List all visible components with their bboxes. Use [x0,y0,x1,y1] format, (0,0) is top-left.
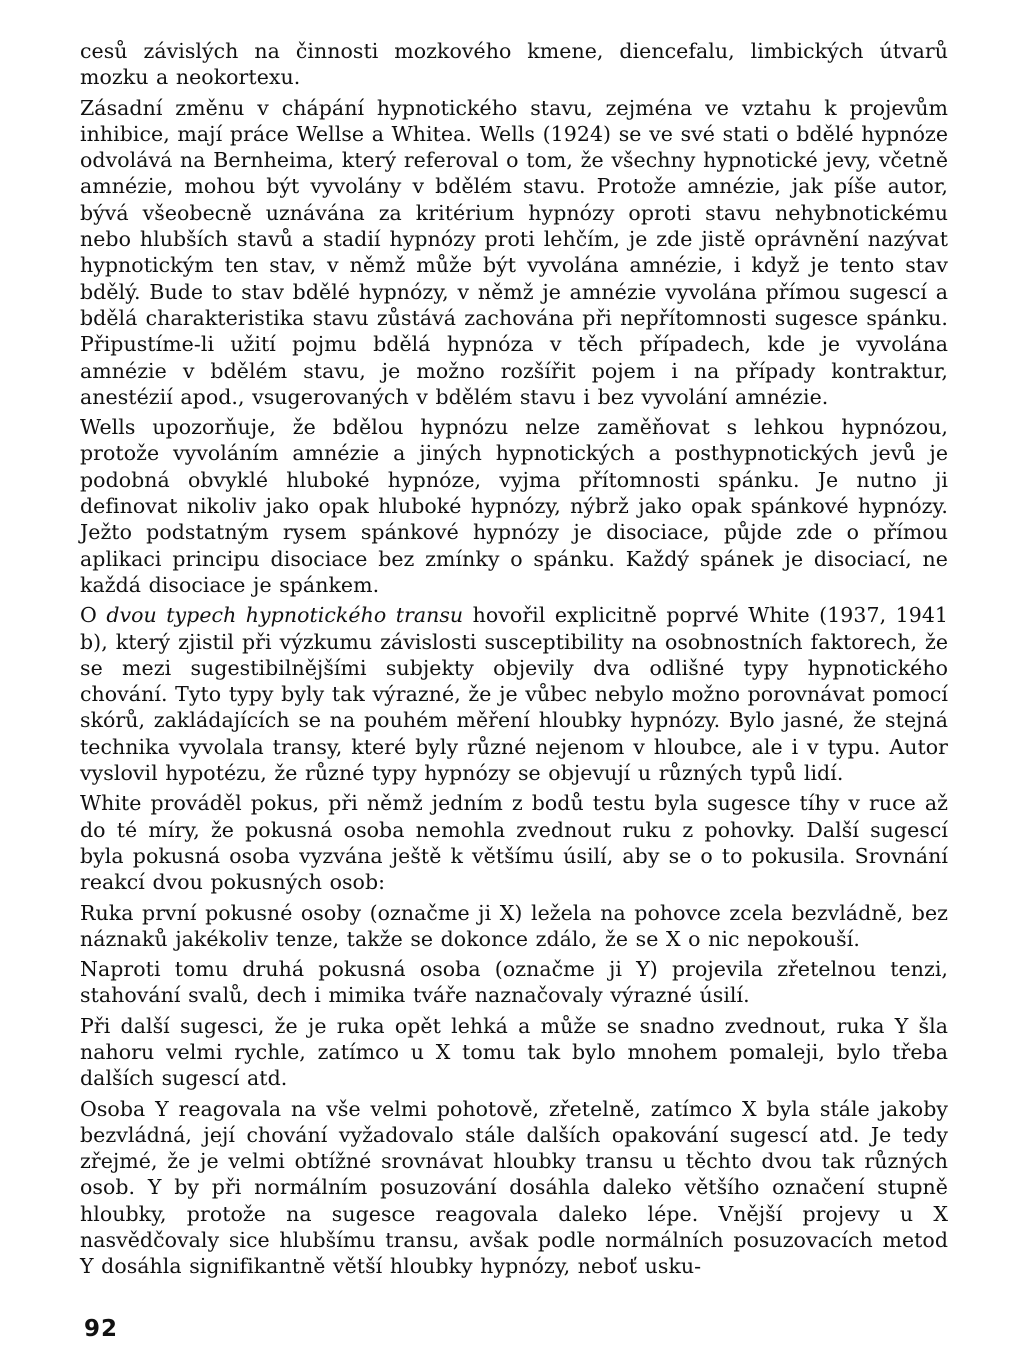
paragraph-4-text: hovořil explicitně poprvé White (1937, 1941 b), který zjistil při výzkumu závislosti susceptibility na osobnostních faktorech, že se mezi sugestibilnějšími subjekty objevily dva odlišné typy hypnotického chování. Tyto typy byly tak výrazné, že je vůbec nebylo možno porovnávat pomocí skórů, zakládajících se na pouhém měření hloubky hypnózy. Bylo jasné, že stejná technika vyvolala transy, které byly různé nejenom v hloubce, ale i v typu. Autor vyslovil hypotézu, že různé typy hypnózy se objevují u různých typů lidí. [80,603,948,786]
paragraph-4 [80,602,948,786]
paragraph-8: Při další sugesci, že je ruka opět lehká a může se snadno zvednout, ruka Y šla nahoru velmi rychle, zatímco u X tomu tak bylo mnohem pomaleji, bylo třeba dalších sugescí atd. [80,1013,948,1091]
paragraph-6: Ruka první pokusné osoby (označme ji X) ležela na pohovce zcela bezvládně, bez náznaků jakékoliv tenze, takže se dokonce zdálo, že se X o nic nepokouší. [80,900,948,951]
paragraph-5: White prováděl pokus, při němž jedním z bodů testu byla sugesce tíhy v ruce až do té míry, že pokusná osoba nemohla zvednout ruku z pohovky. Další sugescí byla pokusná osoba vyzvána ještě k většímu úsilí, aby se o to pokusila. Srovnání reakcí dvou pokusných osob: [80,791,948,895]
paragraph-7: Naproti tomu druhá pokusná osoba (označme ji Y) projevila zřetelnou tenzi, stahování svalů, dech i mimika tváře naznačovaly výrazné úsilí. [80,957,948,1008]
paragraph-4-emphasis: dvou typech hypnotického transu [106,603,464,628]
paragraph-4-lead: O [80,603,107,628]
paragraph-1: cesů závislých na činnosti mozkového kmene, diencefalu, limbických útvarů mozku a neokortexu. [80,39,948,90]
page-number: 92 [84,1316,119,1342]
paragraph-9: Osoba Y reagovala na vše velmi pohotově, zřetelně, zatímco X byla stále jakoby bezvládná, její chování vyžadovalo stále dalších opakování sugescí atd. Je tedy zřejmé, že je velmi obtížné srovnávat hloubky transu u těchto dvou tak různých osob. Y by při normálním posuzování dosáhla daleko většího označení stupně hloubky, protože na sugesce reagovala daleko lépe. Vnější projevy u X nasvědčovaly sice hlubšímu transu, avšak podle normálních posuzovacích metod Y dosáhla signifikantně větší hloubky hypnózy, neboť usku- [80,1096,948,1279]
paragraph-2: Zásadní změnu v chápání hypnotického stavu, zejména ve vztahu k projevům inhibice, mají práce Wellse a Whitea. Wells (1924) se ve své stati o bdělé hypnóze odvolává na Bernheima, který referoval o tom, že všechny hypnotické jevy, včetně amnézie, mohou být vyvolány v bdělém stavu. Protože amnézie, jak píše autor, bývá všeobecně uznávána za kritérium hypnózy oproti stavu nehybnotickému nebo hlubších stavů a stadií hypnózy proti lehčím, je zde jistě oprávnění nazývat hypnotickým ten stav, v němž může být vyvolána amnézie, i když je tento stav bdělý. Bude to stav bdělé hypnózy, v němž je amnézie vyvolána přímou sugescí a bdělá charakteristika stavu zůstává zachována při nepřítomnosti sugesce spánku. Připustíme-li užití pojmu bdělá hypnóza v těch případech, kde je vyvolána amnézie v bdělém stavu, je možno rozšířit pojem i na případy kontraktur, anestézií apod., vsugerovaných v bdělém stavu i bez vyvolání amnézie. [80,95,948,409]
paragraph-3: Wells upozorňuje, že bdělou hypnózu nelze zaměňovat s lehkou hypnózou, protože vyvoláním amnézie a jiných hypnotických a posthypnotických jevů je podobná obvyklé hluboké hypnóze, vyjma přítomnosti spánku. Je nutno ji definovat nikoliv jako opak hluboké hypnózy, nýbrž jako opak spánkové hypnózy. Ježto podstatným rysem spánkové hypnózy je disociace, půjde zde o přímou aplikaci principu disociace bez zmínky o spánku. Každý spánek je disociací, ne každá disociace je spánkem. [80,415,948,597]
page-body [80,38,948,1328]
